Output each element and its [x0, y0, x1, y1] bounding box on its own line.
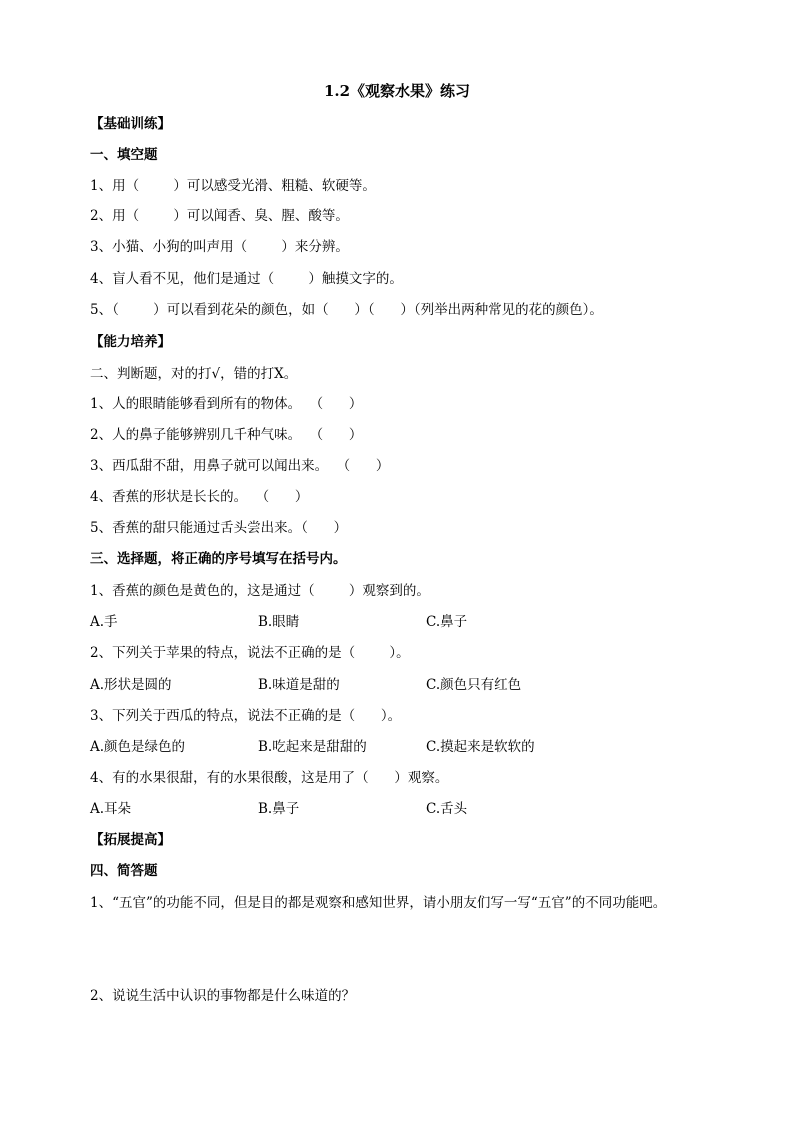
choice-option: B.眼睛: [258, 614, 300, 630]
choice-question-2: 2、下列关于苹果的特点，说法不正确的是（ ）。: [90, 645, 410, 661]
true-false-item-2: 2、人的鼻子能够辨别几千种气味。 （ ）: [90, 427, 363, 443]
choice-question-3: 3、下列关于西瓜的特点，说法不正确的是（ ）。: [90, 708, 402, 724]
choice-option: C.舌头: [426, 801, 468, 817]
fill-blank-item-1: 1、用（ ）可以感受光滑、粗糙、软硬等。: [90, 178, 376, 194]
choice-options-2: [90, 675, 710, 695]
true-false-item-5: 5、香蕉的甜只能通过舌头尝出来。（ ）: [90, 520, 348, 536]
choice-option: A.形状是圆的: [90, 677, 172, 693]
short-answer-heading: 四、简答题: [90, 863, 158, 879]
true-false-item-1: 1、人的眼睛能够看到所有的物体。 （ ）: [90, 396, 363, 412]
choice-option: A.手: [90, 614, 118, 630]
fill-blank-item-4: 4、盲人看不见，他们是通过（ ）触摸文字的。: [90, 271, 403, 287]
choice-options-1: [90, 612, 710, 632]
choice-option: C.鼻子: [426, 614, 468, 630]
choice-question-4: 4、有的水果很甜，有的水果很酸，这是用了（ ）观察。: [90, 770, 449, 786]
true-false-item-4: 4、香蕉的形状是长长的。 （ ）: [90, 489, 309, 505]
true-false-item-3: 3、西瓜甜不甜，用鼻子就可以闻出来。 （ ）: [90, 458, 390, 474]
section-ability: 【能力培养】: [90, 334, 171, 350]
choice-question-1: 1、香蕉的颜色是黄色的，这是通过（ ）观察到的。: [90, 583, 430, 599]
section-basic: 【基础训练】: [90, 116, 171, 132]
section-extend: 【拓展提高】: [90, 832, 171, 848]
short-answer-item-1: 1、“五官”的功能不同，但是目的都是观察和感知世界，请小朋友们写一写“五官”的不同功能吧。: [90, 895, 667, 911]
choice-options-3: [90, 737, 710, 757]
short-answer-item-2: 2、说说生活中认识的事物都是什么味道的？: [90, 988, 356, 1004]
choice-options-4: [90, 799, 710, 819]
choice-heading: 三、选择题，将正确的序号填写在括号内。: [90, 551, 347, 567]
fill-blank-item-3: 3、小猫、小狗的叫声用（ ）来分辨。: [90, 239, 349, 255]
page-title: 1.2《观察水果》练习: [323, 82, 471, 100]
choice-option: A.耳朵: [90, 801, 132, 817]
fill-blank-heading: 一、填空题: [90, 147, 158, 163]
fill-blank-item-5: 5、（ ）可以看到花朵的颜色，如（ ）（ ）（列举出两种常见的花的颜色）。: [90, 302, 603, 318]
true-false-heading: 二、判断题，对的打√，错的打X。: [90, 366, 298, 382]
fill-blank-item-2: 2、用（ ）可以闻香、臭、腥、酸等。: [90, 208, 349, 224]
choice-option: C.颜色只有红色: [426, 677, 522, 693]
choice-option: B.鼻子: [258, 801, 300, 817]
choice-option: B.吃起来是甜甜的: [258, 739, 367, 755]
choice-option: B.味道是甜的: [258, 677, 340, 693]
choice-option: A.颜色是绿色的: [90, 739, 186, 755]
choice-option: C.摸起来是软软的: [426, 739, 535, 755]
